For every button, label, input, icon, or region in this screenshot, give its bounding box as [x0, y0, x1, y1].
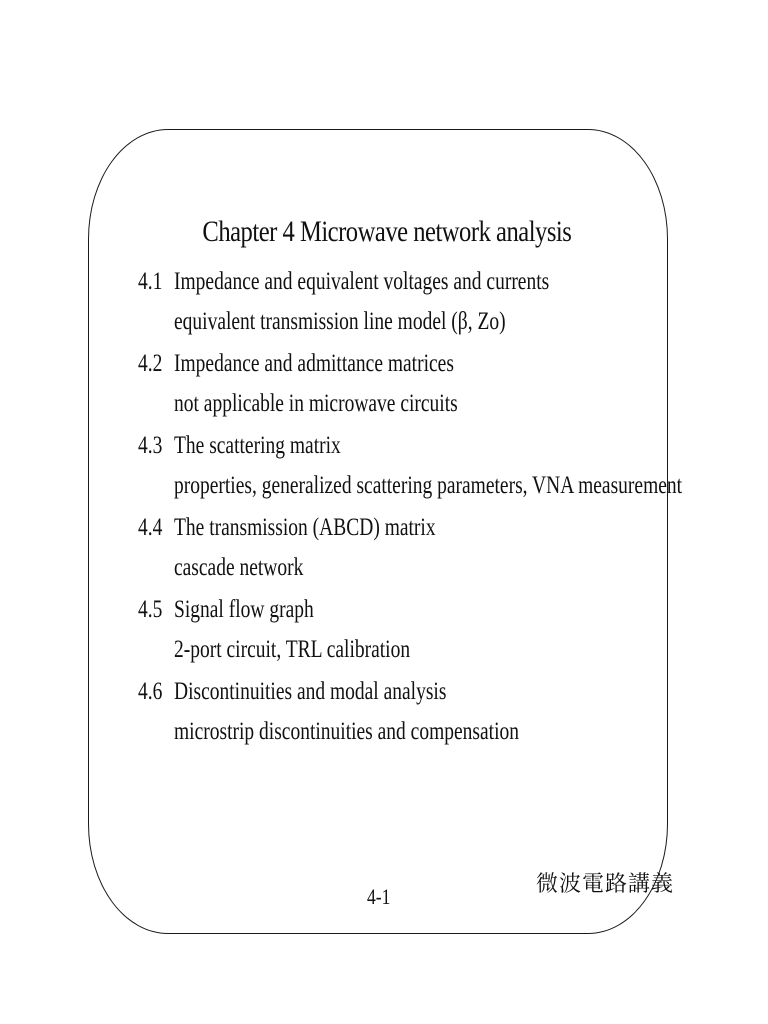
page-title: Chapter 4 Microwave network analysis [202, 215, 572, 248]
course-label: 微波電路講義 [536, 872, 675, 897]
section-heading: Impedance and equivalent voltages and currents [174, 268, 550, 295]
section-heading: The transmission (ABCD) matrix [174, 514, 436, 541]
section-detail: microstrip discontinuities and compensation [174, 718, 519, 745]
section-number: 4.6 [138, 678, 163, 705]
section-number: 4.4 [138, 514, 163, 541]
page-number: 4-1 [367, 884, 391, 909]
section-detail: equivalent transmission line model (β, Zo) [174, 308, 506, 335]
section-heading: The scattering matrix [174, 432, 341, 459]
section-number: 4.3 [138, 432, 163, 459]
section-number: 4.2 [138, 350, 163, 377]
section-heading: Impedance and admittance matrices [174, 350, 454, 377]
section-detail: properties, generalized scattering parameters, VNA measurement [174, 472, 683, 499]
section-heading: Signal flow graph [174, 596, 314, 623]
section-detail: cascade network [174, 554, 304, 581]
section-number: 4.1 [138, 268, 163, 295]
section-number: 4.5 [138, 596, 163, 623]
section-detail: 2-port circuit, TRL calibration [174, 636, 411, 663]
section-heading: Discontinuities and modal analysis [174, 678, 447, 705]
section-detail: not applicable in microwave circuits [174, 390, 458, 417]
